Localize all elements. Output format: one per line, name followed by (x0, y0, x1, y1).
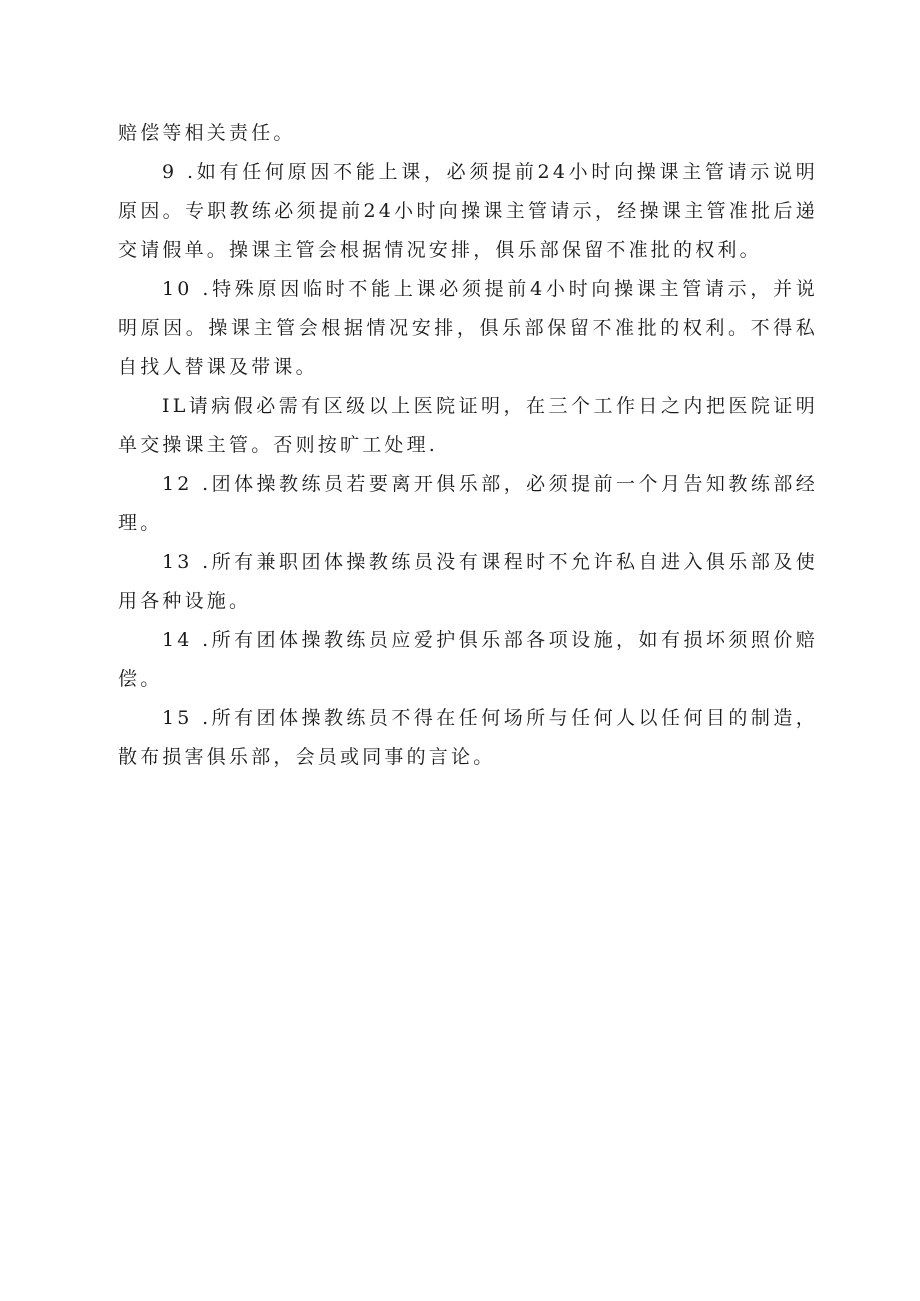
paragraph-continuation: 赔偿等相关责任。 (118, 122, 296, 144)
paragraph-rule-11: IL请病假必需有区级以上医院证明，在三个工作日之内把医院证明单交操课主管。否则按旷工处理. (118, 395, 818, 456)
document-body (118, 114, 818, 777)
paragraph-rule-9: 9 .如有任何原因不能上课，必须提前24小时向操课主管请示说明原因。专职教练必须提前24小时向操课主管请示，经操课主管准批后递交请假单。操课主管会根据情况安排，俱乐部保留不准批的权利。 (118, 161, 818, 261)
paragraph-rule-12: 12 .团体操教练员若要离开俱乐部，必须提前一个月告知教练部经理。 (118, 473, 818, 534)
paragraph-rule-13: 13 .所有兼职团体操教练员没有课程时不允许私自进入俱乐部及使用各种设施。 (118, 551, 818, 612)
paragraph-rule-10: 10 .特殊原因临时不能上课必须提前4小时向操课主管请示，并说明原因。操课主管会根据情况安排，俱乐部保留不准批的权利。不得私自找人替课及带课。 (118, 278, 818, 378)
paragraph-rule-15: 15 .所有团体操教练员不得在任何场所与任何人以任何目的制造，散布损害俱乐部，会员或同事的言论。 (118, 707, 818, 768)
paragraph-rule-14: 14 .所有团体操教练员应爱护俱乐部各项设施，如有损坏须照价赔偿。 (118, 629, 818, 690)
